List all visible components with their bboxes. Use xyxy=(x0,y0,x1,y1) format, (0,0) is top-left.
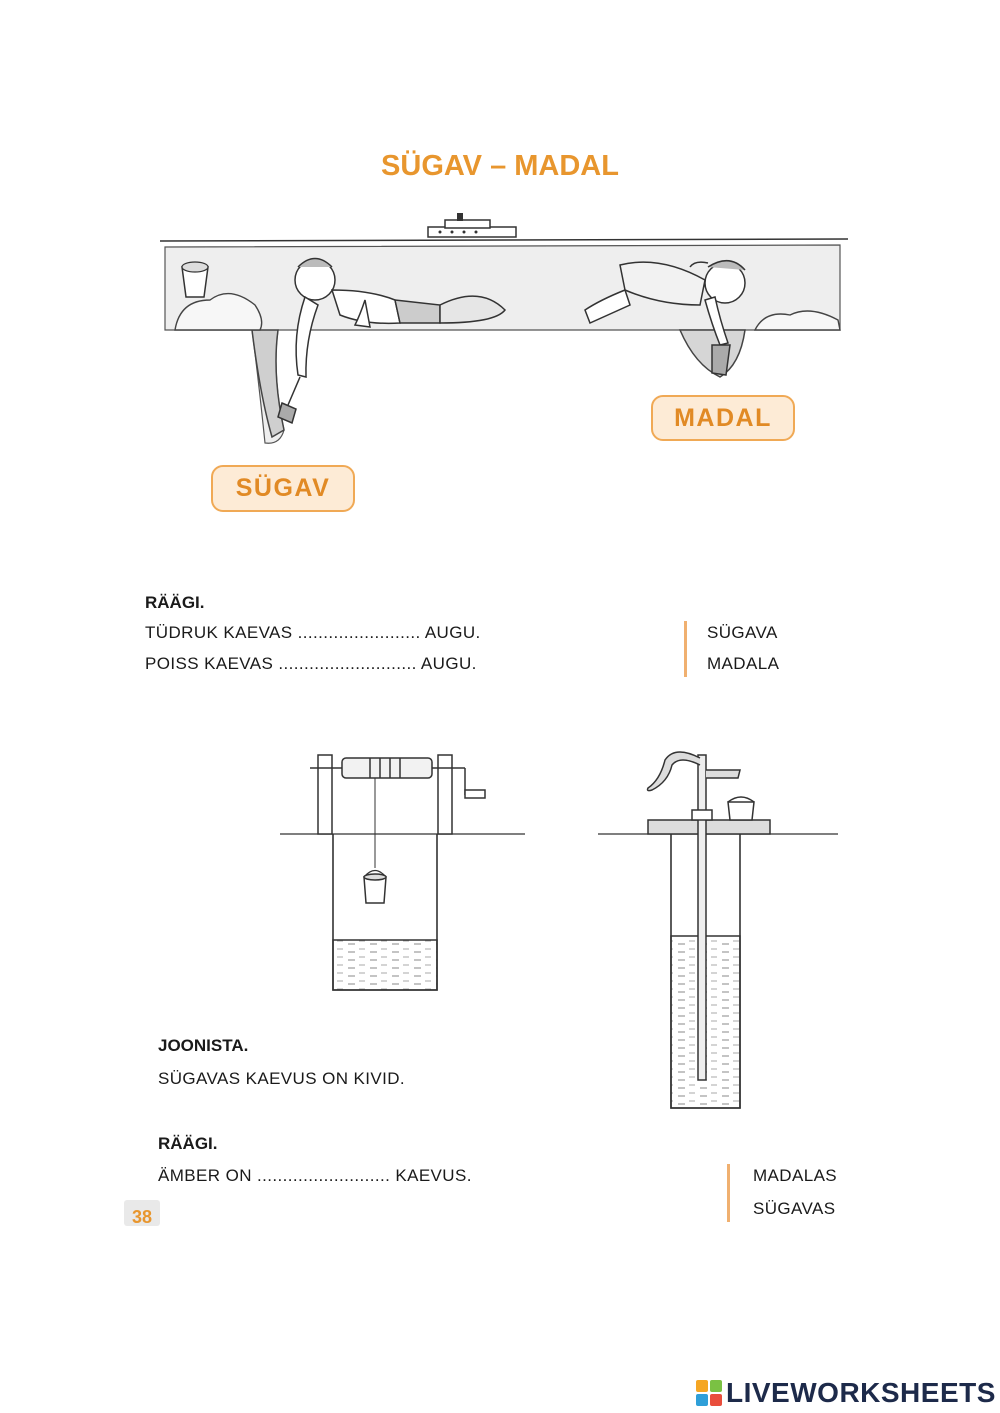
section2-heading: JOONISTA. xyxy=(158,1036,249,1055)
liveworksheets-logo xyxy=(696,1376,996,1410)
option-divider-2 xyxy=(727,1164,730,1222)
section3-heading: RÄÄGI. xyxy=(158,1134,218,1153)
sentence-2 xyxy=(145,654,477,674)
windlass-well-icon xyxy=(280,755,525,990)
sentence-2-end: AUGU. xyxy=(420,654,477,673)
option-madalas[interactable]: MADALAS xyxy=(753,1166,838,1185)
pump-well-icon xyxy=(598,752,838,1108)
logo-square-3 xyxy=(696,1394,708,1406)
sentence-3-end: KAEVUS. xyxy=(395,1166,472,1185)
option-divider xyxy=(684,621,687,677)
label-shallow: MADAL xyxy=(651,395,795,441)
wells-illustration xyxy=(280,740,840,1115)
ship-icon xyxy=(428,213,516,237)
page-number: 38 xyxy=(124,1200,160,1226)
sentence-1-blank[interactable]: ........................ xyxy=(297,623,421,642)
sentence-3-blank[interactable]: .......................... xyxy=(257,1166,391,1185)
option-sugava[interactable]: SÜGAVA xyxy=(707,623,778,642)
option-sugavas[interactable]: SÜGAVAS xyxy=(753,1199,836,1218)
section1-heading: RÄÄGI. xyxy=(145,593,205,612)
sentence-1-start: TÜDRUK KAEVAS xyxy=(145,623,293,642)
option-madala[interactable]: MADALA xyxy=(707,654,780,673)
sentence-1 xyxy=(145,623,481,643)
sentence-1-end: AUGU. xyxy=(424,623,481,642)
logo-square-4 xyxy=(710,1394,722,1406)
sentence-2-blank[interactable]: ........................... xyxy=(278,654,417,673)
logo-text: LIVEWORKSHEETS xyxy=(726,1377,996,1408)
logo-mark-icon xyxy=(696,1380,722,1406)
sentence-3-start: ÄMBER ON xyxy=(158,1166,252,1185)
logo-square-2 xyxy=(710,1380,722,1392)
sentence-2-start: POISS KAEVAS xyxy=(145,654,274,673)
logo-square-1 xyxy=(696,1380,708,1392)
section2-instruction: SÜGAVAS KAEVUS ON KIVID. xyxy=(158,1069,406,1088)
page-title: SÜGAV – MADAL xyxy=(381,150,619,182)
label-deep: SÜGAV xyxy=(211,465,355,512)
sentence-3 xyxy=(158,1166,472,1186)
